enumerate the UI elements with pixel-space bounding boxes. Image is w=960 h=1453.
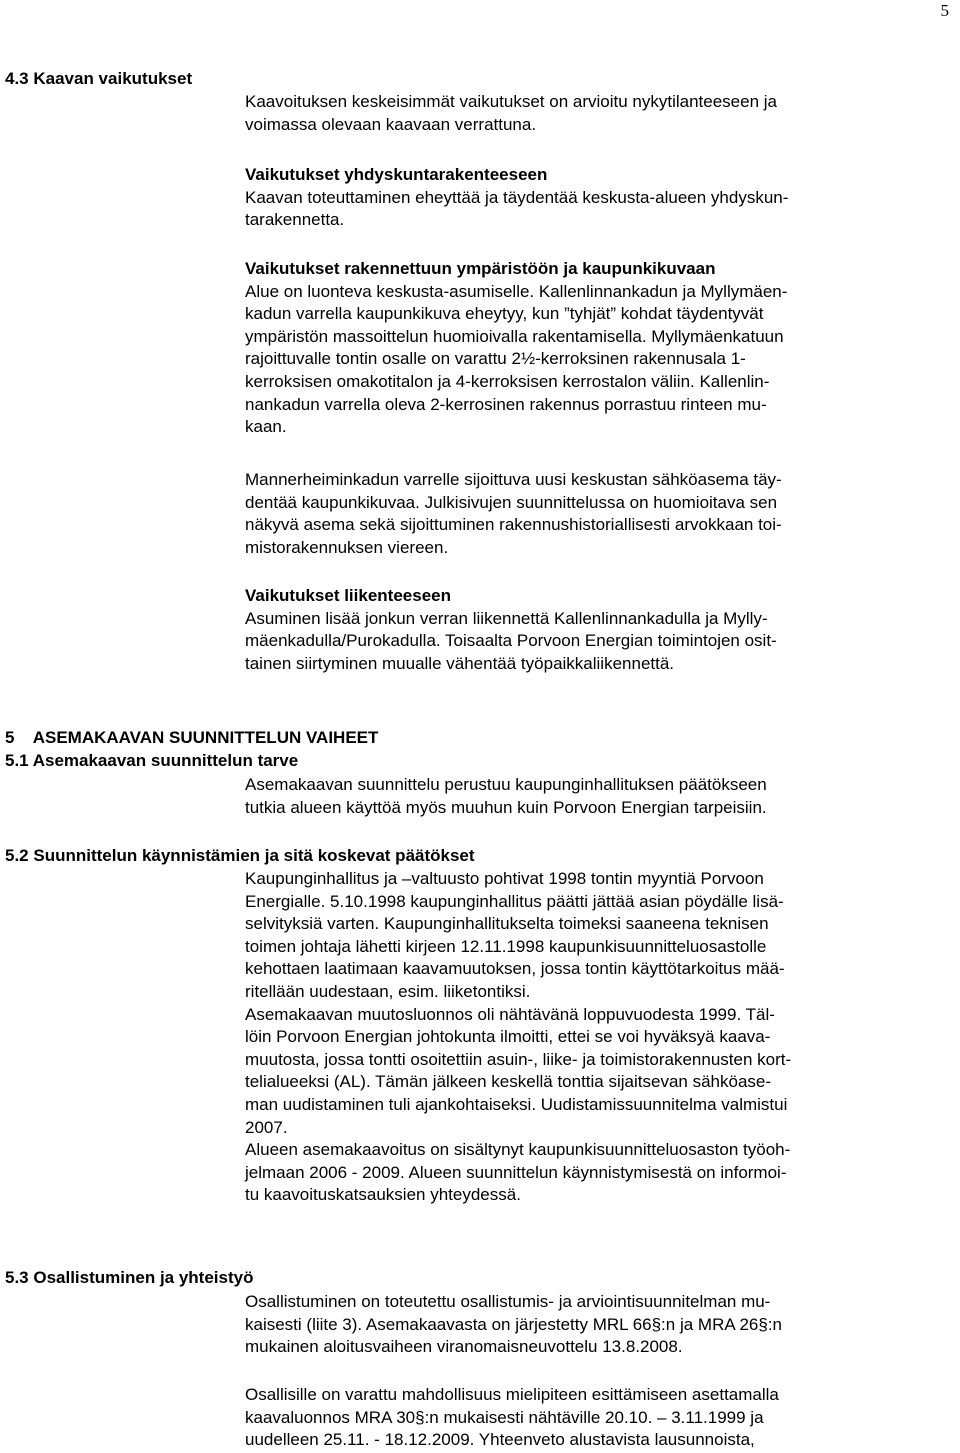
text-line: kehottaen laatimaan kaavamuutoksen, jossa tontin käyttötarkoitus mää- xyxy=(245,959,785,979)
text-line: 2007. xyxy=(245,1117,288,1137)
page-number: 5 xyxy=(940,1,949,20)
rakennettu-paragraph-2 xyxy=(245,469,915,559)
section-5-heading: 5 ASEMAKAAVAN SUUNNITTELUN VAIHEET xyxy=(5,728,379,747)
rakennettu-paragraph xyxy=(245,258,915,439)
yhdyskunta-paragraph xyxy=(245,164,915,232)
text-line: voimassa olevaan kaavaan verrattuna. xyxy=(245,114,537,134)
text-line: mistorakennuksen viereen. xyxy=(245,537,449,557)
text-line: Asemakaavan suunnittelu perustuu kaupunginhallituksen päätökseen xyxy=(245,775,767,794)
text-line: uudelleen 25.11. - 18.12.2009. Yhteenveto alustavista lausunnoista, xyxy=(245,1430,755,1450)
section-4-3-intro xyxy=(245,91,915,136)
text-line: ritellään uudestaan, esim. liiketontiksi. xyxy=(245,981,531,1001)
text-line: tu kaavoituskatsauksien yhteydessä. xyxy=(245,1185,521,1205)
text-line: tainen siirtyminen muualle vähentää työpaikkaliikennettä. xyxy=(245,653,675,673)
section-5-3-text-2 xyxy=(245,1384,915,1452)
section-5-2-text xyxy=(245,868,915,1207)
text-line: rajoittuvalle tontin osalle on varattu 2½-kerroksinen rakennusala 1- xyxy=(245,349,746,369)
section-5-3-text xyxy=(245,1291,915,1359)
text-line: Mannerheiminkadun varrelle sijoittuva uusi keskustan sähköasema täy- xyxy=(245,470,782,489)
text-line: Kaavan toteuttaminen eheyttää ja täydentää keskusta-alueen yhdyskun- xyxy=(245,187,789,207)
text-line: kerroksisen omakotitalon ja 4-kerroksisen kerrostalon väliin. Kallenlin- xyxy=(245,371,770,391)
text-line: löin Porvoon Energian johtokunta ilmoitti, ettei se voi hyväksyä kaava- xyxy=(245,1027,771,1047)
text-line: muutosta, jossa tontti osoitettiin asuin-, liike- ja toimistorakennusten kort- xyxy=(245,1049,792,1069)
text-line: tarakennetta. xyxy=(245,210,345,230)
section-4-3-heading: 4.3 Kaavan vaikutukset xyxy=(5,69,193,88)
text-line: kaisesti (liite 3). Asemakaavasta on järjestetty MRL 66§:n ja MRA 26§:n xyxy=(245,1314,783,1334)
text-line: kaavaluonnos MRA 30§:n mukaisesti nähtäville 20.10. – 3.11.1999 ja xyxy=(245,1407,764,1427)
text-line: Energialle. 5.10.1998 kaupunginhallitus päätti jättää asian pöydälle lisä- xyxy=(245,891,784,911)
text-line: dentää kaupunkikuvaa. Julkisivujen suunnittelussa on huomioitava sen xyxy=(245,492,778,512)
text-line: telialueeksi (AL). Tämän jälkeen keskellä tonttia sijaitsevan sähköase- xyxy=(245,1072,772,1092)
text-line: kaan. xyxy=(245,417,287,437)
rakennettu-title: Vaikutukset rakennettuun ympäristöön ja kaupunkikuvaan xyxy=(245,259,716,278)
text-line: selvityksiä varten. Kaupunginhallitukselta toimeksi saaneena teknisen xyxy=(245,914,769,934)
section-5-1-text xyxy=(245,774,915,819)
section-5-1-heading: 5.1 Asemakaavan suunnittelun tarve xyxy=(5,751,299,770)
text-line: Asemakaavan muutosluonnos oli nähtävänä loppuvuodesta 1999. Täl- xyxy=(245,1004,775,1024)
text-line: Kaupunginhallitus ja –valtuusto pohtivat 1998 tontin myyntiä Porvoon xyxy=(245,869,764,888)
text-line: kadun varrella kaupunkikuva eheytyy, kun ”tyhjät” kohdat täydentyvät xyxy=(245,304,764,324)
text-line: man uudistaminen tuli ajankohtaiseksi. Uudistamissuunnitelma valmistui xyxy=(245,1094,788,1114)
text-line: mäenkadulla/Purokadulla. Toisaalta Porvoon Energian toimintojen osit- xyxy=(245,631,777,651)
text-line: tutkia alueen käyttöä myös muuhun kuin Porvoon Energian tarpeisiin. xyxy=(245,797,767,817)
text-line: nankadun varrella oleva 2-kerrosinen rakennus porrastuu rinteen mu- xyxy=(245,394,767,414)
text-line: toimen johtaja lähetti kirjeen 12.11.1998 kaupunkisuunnitteluosastolle xyxy=(245,936,767,956)
text-line: Asuminen lisää jonkun verran liikennettä Kallenlinnankadulla ja Mylly- xyxy=(245,608,768,628)
section-5-2-heading: 5.2 Suunnittelun käynnistämien ja sitä koskevat päätökset xyxy=(5,846,475,865)
text-line: Alue on luonteva keskusta-asumiselle. Kallenlinnankadun ja Myllymäen- xyxy=(245,281,788,301)
liikenne-title: Vaikutukset liikenteeseen xyxy=(245,586,451,605)
liikenne-paragraph xyxy=(245,585,915,675)
text-line: mukainen aloitusvaiheen viranomaisneuvottelu 13.8.2008. xyxy=(245,1337,683,1357)
text-line: Alueen asemakaavoitus on sisältynyt kaupunkisuunnitteluosaston työoh- xyxy=(245,1140,791,1160)
yhdyskunta-title: Vaikutukset yhdyskuntarakenteeseen xyxy=(245,165,548,184)
text-line: Osallisille on varattu mahdollisuus mielipiteen esittämiseen asettamalla xyxy=(245,1385,779,1404)
text-line: Osallistuminen on toteutettu osallistumis- ja arviointisuunnitelman mu- xyxy=(245,1292,771,1311)
text-line: Kaavoituksen keskeisimmät vaikutukset on arvioitu nykytilanteeseen ja xyxy=(245,92,777,111)
text-line: jelmaan 2006 - 2009. Alueen suunnittelun käynnistymisestä on informoi- xyxy=(245,1162,787,1182)
text-line: näkyvä asema sekä sijoittuminen rakennushistoriallisesti arvokkaan toi- xyxy=(245,515,782,535)
section-5-3-heading: 5.3 Osallistuminen ja yhteistyö xyxy=(5,1268,254,1287)
text-line: ympäristön massoittelun huomioivalla rakentamisella. Myllymäenkatuun xyxy=(245,326,784,346)
